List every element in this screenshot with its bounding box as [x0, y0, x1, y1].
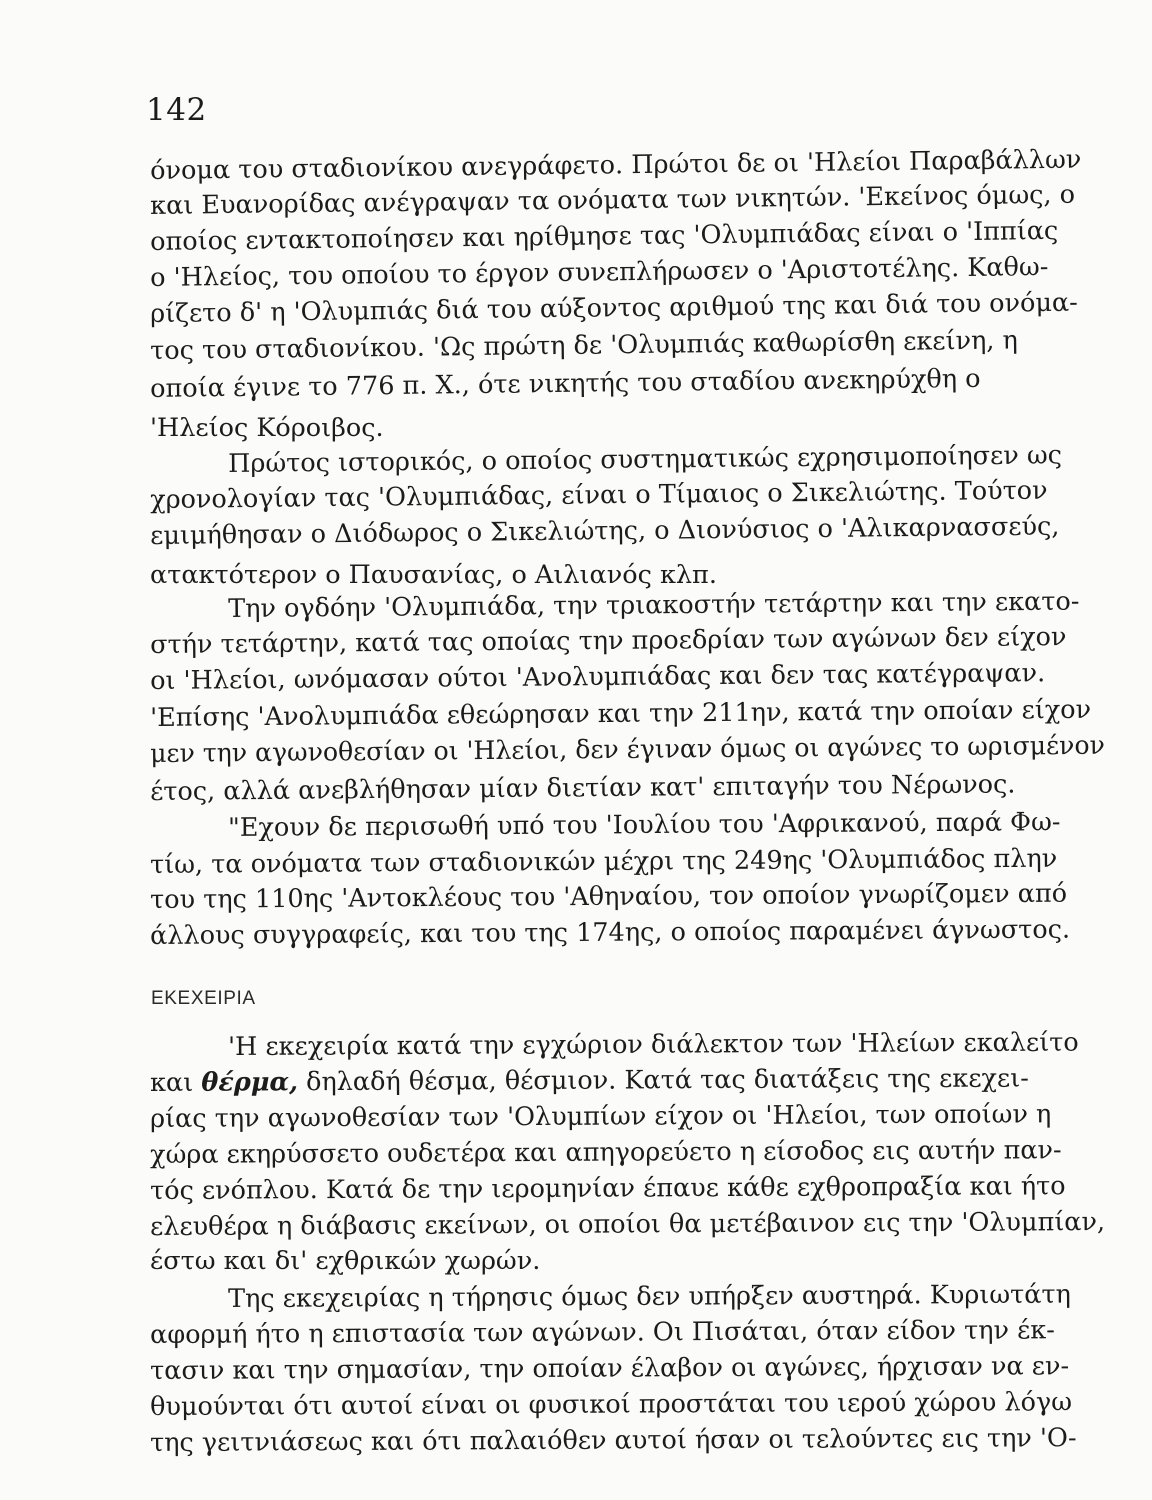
text-line [150, 1063, 1029, 1098]
text-line: "Εχουν δε περισωθή υπό του 'Ιουλίου του 'Αφρικανού, παρά Φω- [228, 807, 1061, 843]
section-heading: ΕΚΕΧΕΙΡΙΑ [151, 988, 256, 1009]
text-line: 'Επίσης 'Ανολυμπιάδα εθεώρησαν και την 211ην, κατά την οποίαν είχον [150, 694, 1092, 733]
text-line: τασιν και την σημασίαν, την οποίαν έλαβον οι αγώνες, ήρχισαν να εν- [150, 1351, 1070, 1386]
text-line: έτος, αλλά ανεβλήθησαν μίαν διετίαν κατ' επιταγήν του Νέρωνος. [150, 769, 1016, 807]
text-line: ελευθέρα η διάβασις εκείνων, οι οποίοι θα μετέβαινον εις την 'Ολυμπίαν, [150, 1206, 1106, 1242]
text-line: οποίος εντακτοποίησεν και ηρίθμησε τας 'Ολυμπιάδας είναι ο 'Ιππίας [150, 215, 1059, 257]
text-line: τίω, τα ονόματα των σταδιονικών μέχρι της 249ης 'Ολυμπιάδος πλην [150, 843, 1058, 880]
emphasized-term: θέρμα, [201, 1067, 299, 1098]
text-line: 'Η εκεχειρία κατά την εγχώριον διάλεκτον των 'Ηλείων εκαλείτο [228, 1027, 1079, 1062]
text-line: ατακτότερον ο Παυσανίας, ο Αιλιανός κλπ. [150, 560, 717, 590]
text-line: όνομα του σταδιονίκου ανεγράφετο. Πρώτοι δε οι 'Ηλείοι Παραβάλλων [150, 144, 1082, 186]
text-line: χρονολογίαν τας 'Ολυμπιάδας, είναι ο Τίμαιος ο Σικελιώτης. Τούτον [150, 475, 1048, 515]
text-line: ρίας την αγωνοθεσίαν των 'Ολυμπίων είχον οι 'Ηλείοι, των οποίων η [150, 1099, 1052, 1134]
text-line: τός ενόπλου. Κατά δε την ιερομηνίαν έπαυε κάθε εχθροπραξία και ήτο [150, 1171, 1066, 1206]
line-rest: δηλαδή θέσμα, θέσμιον. Κατά τας διατάξεις της εκεχει- [306, 1063, 1029, 1098]
page-number: 142 [146, 92, 207, 128]
text-line: τος του σταδιονίκου. 'Ως πρώτη δε 'Ολυμπιάς καθωρίσθη εκείνη, η [150, 325, 1018, 366]
text-line: ρίζετο δ' η 'Ολυμπιάς διά του αύξοντος αριθμού της και διά του ονόμα- [150, 287, 1078, 329]
text-line: έστω και δι' εχθρικών χωρών. [150, 1246, 541, 1276]
text-line: άλλους συγγραφείς, και του της 174ης, ο οποίος παραμένει άγνωστος. [150, 914, 1071, 951]
text-line: στήν τετάρτην, κατά τας οποίας την προεδρίαν των αγώνων δεν είχον [150, 622, 1067, 660]
text-line: της γειτνιάσεως και ότι παλαιόθεν αυτοί ήσαν οι τελούντες εις την 'Ο- [150, 1423, 1077, 1458]
text-line: χώρα εκηρύσσετο ουδετέρα και απηγορεύετο η είσοδος εις αυτήν παν- [150, 1135, 1062, 1170]
line-start: και [150, 1067, 194, 1098]
text-line: οι 'Ηλείοι, ωνόμασαν ούτοι 'Ανολυμπιάδας και δεν τας κατέγραψαν. [150, 658, 1046, 696]
text-line: Πρώτος ιστορικός, ο οποίος συστηματικώς εχρησιμοποίησεν ως [228, 440, 1063, 479]
text-line: ο 'Ηλείος, του οποίου το έργον συνεπλήρωσεν ο 'Αριστοτέλης. Καθω- [150, 252, 1049, 293]
text-line: και Ευανορίδας ανέγραψαν τα ονόματα των νικητών. 'Εκείνος όμως, ο [150, 179, 1076, 221]
text-line: θυμούνται ότι αυτοί είναι οι φυσικοί προστάται του ιερού χώρου λόγω [150, 1387, 1073, 1422]
text-line: Της εκεχειρίας η τήρησις όμως δεν υπήρξεν αυστηρά. Κυριωτάτη [228, 1279, 1071, 1314]
text-line: οποία έγινε το 776 π. Χ., ότε νικητής του σταδίου ανεκηρύχθη ο [150, 363, 981, 404]
text-line: 'Ηλείος Κόροιβος. [150, 413, 384, 443]
text-line: μεν την αγωνοθεσίαν οι 'Ηλείοι, δεν έγιναν όμως οι αγώνες το ωρισμένον [150, 730, 1105, 769]
text-line: εμιμήθησαν ο Διόδωρος ο Σικελιώτης, ο Διονύσιος ο 'Αλικαρνασσεύς, [150, 511, 1060, 551]
text-line: του της 110ης 'Αντοκλέους του 'Αθηναίου, τον οποίον γνωρίζομεν από [150, 878, 1068, 915]
text-line: αφορμή ήτο η επιστασία των αγώνων. Οι Πισάται, όταν είδον την έκ- [150, 1315, 1055, 1350]
text-line: Την ογδόην 'Ολυμπιάδα, την τριακοστήν τετάρτην και την εκατο- [228, 586, 1080, 624]
